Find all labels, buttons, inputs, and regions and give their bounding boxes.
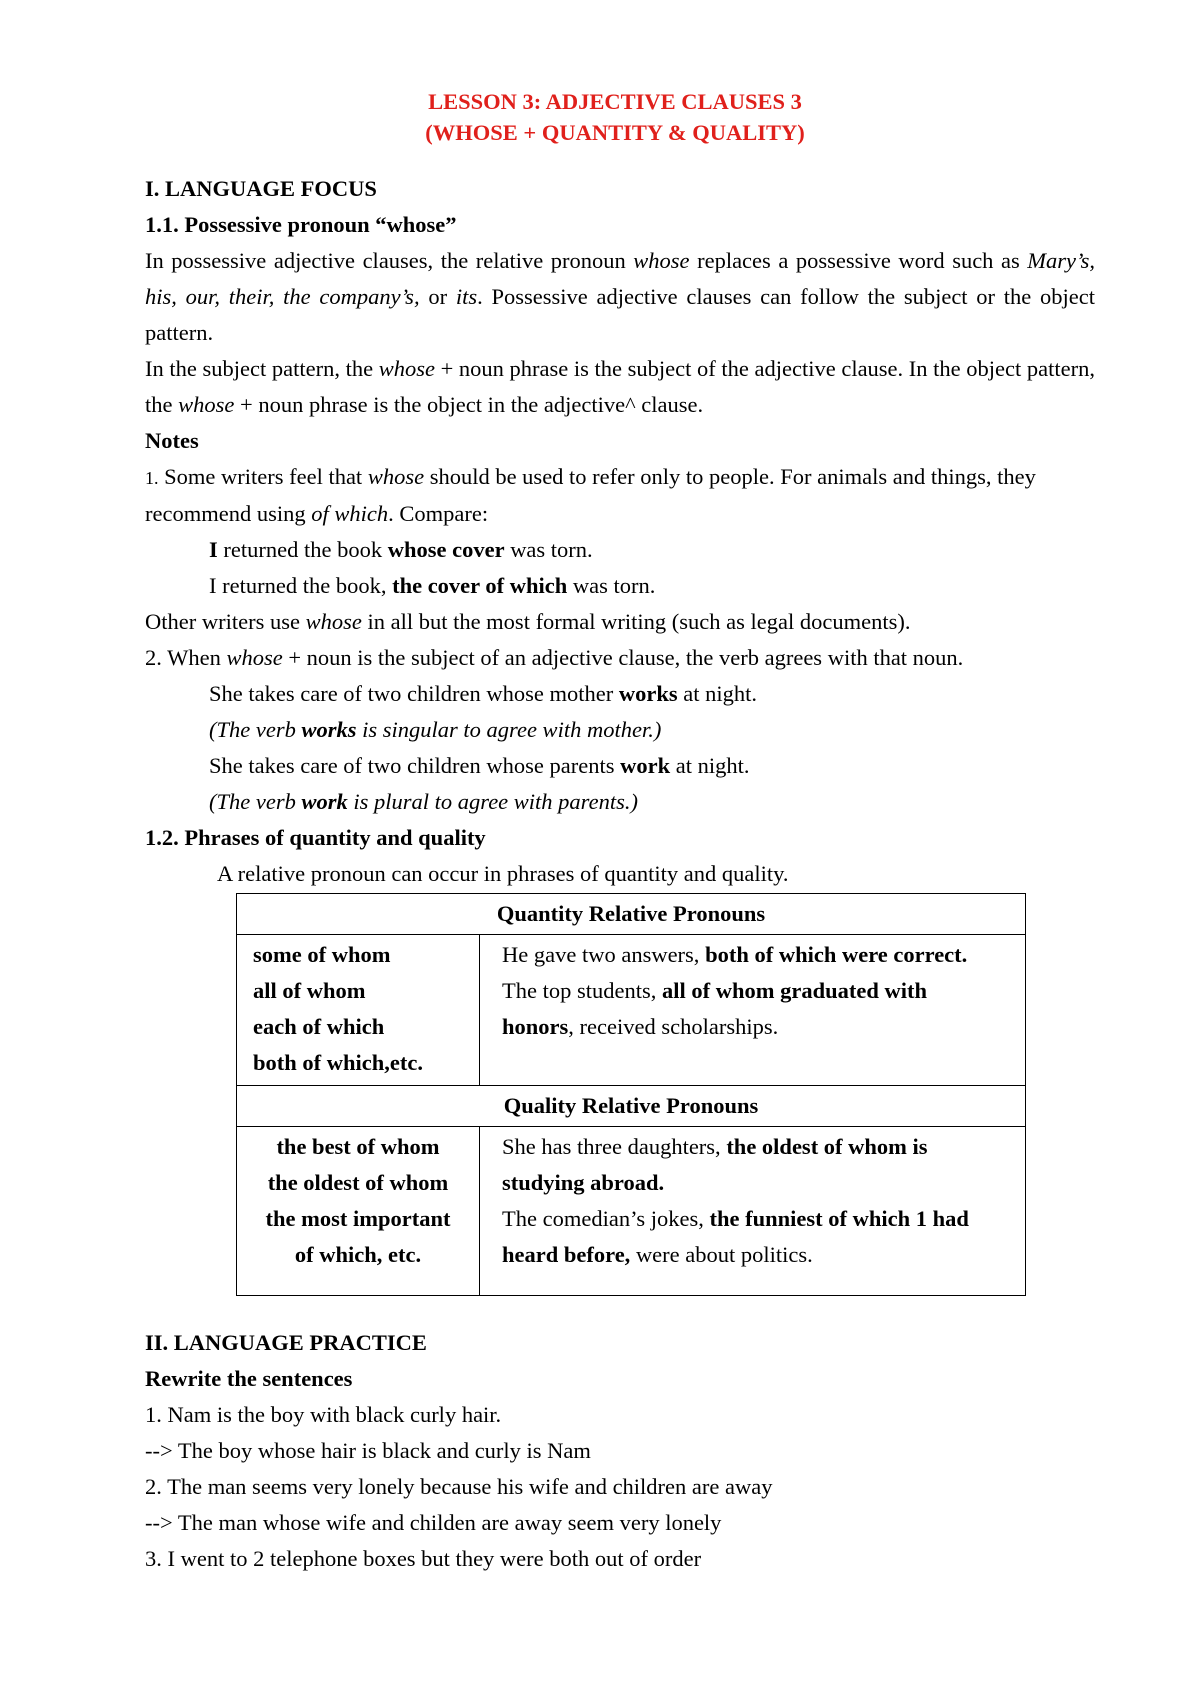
document-body xyxy=(145,86,1095,1577)
text-run: was torn. xyxy=(504,537,593,562)
bold-run: work xyxy=(620,753,671,778)
bold-run: works xyxy=(618,681,678,706)
text-run: In the subject pattern, the xyxy=(145,356,379,381)
text-run: was torn. xyxy=(567,573,656,598)
text-run: returned the book xyxy=(217,537,388,562)
quality-pronoun-list xyxy=(237,1127,480,1296)
quantity-example-2 xyxy=(502,973,997,1045)
bold-run: the funniest of which 1 had heard before, xyxy=(502,1206,969,1267)
section-heading-language-practice: II. LANGUAGE PRACTICE xyxy=(145,1330,427,1355)
text-run: Some writers feel that xyxy=(158,464,368,489)
text-run: The comedian’s jokes, xyxy=(502,1206,710,1231)
quality-example-2 xyxy=(502,1201,997,1273)
note-2 xyxy=(145,640,1095,676)
text-run: is plural to agree with parents.) xyxy=(347,789,638,814)
practice-line: 2. The man seems very lonely because his wife and children are away xyxy=(145,1474,773,1499)
text-run: . Possessive adjective clauses can follow the subject or the object pattern. xyxy=(145,284,1096,345)
title-line-2: (WHOSE + QUANTITY & QUALITY) xyxy=(425,120,805,145)
paragraph-subject-object-pattern xyxy=(145,351,1095,423)
example-whose-cover xyxy=(145,532,1095,568)
quality-examples xyxy=(480,1127,1026,1296)
text-run: were about politics. xyxy=(630,1242,813,1267)
quality-table-header: Quality Relative Pronouns xyxy=(237,1086,1026,1127)
italic-term: its xyxy=(455,284,478,309)
subsection-heading-whose: 1.1. Possessive pronoun “whose” xyxy=(145,212,457,237)
text-run: 2. When xyxy=(145,645,227,670)
practice-line: 1. Nam is the boy with black curly hair. xyxy=(145,1402,502,1427)
bold-run: both of which were correct. xyxy=(705,942,968,967)
bold-run: the cover of which xyxy=(392,573,568,598)
other-writers-note xyxy=(145,604,1095,640)
text-run: I returned the book, xyxy=(209,573,393,598)
practice-line: 3. I went to 2 telephone boxes but they were both out of order xyxy=(145,1546,702,1571)
example-parents-work xyxy=(145,748,1095,784)
relative-pronouns-table xyxy=(236,893,1026,1296)
text-run: or xyxy=(419,284,456,309)
example-note-plural xyxy=(145,784,1095,820)
pronoun-item: the best of whom xyxy=(276,1134,440,1159)
text-run: She takes care of two children whose parents xyxy=(209,753,621,778)
text-run: In possessive adjective clauses, the relative pronoun xyxy=(145,248,634,273)
example-note-singular xyxy=(145,712,1095,748)
italic-term: of which xyxy=(311,501,389,526)
bold-run: work xyxy=(301,789,348,814)
notes-heading: Notes xyxy=(145,428,199,453)
pronoun-item: all of whom xyxy=(253,978,366,1003)
example-cover-of-which xyxy=(145,568,1095,604)
pronoun-item: both of which,etc. xyxy=(253,1050,423,1075)
text-run: (The verb xyxy=(209,717,302,742)
italic-term: whose xyxy=(633,248,690,273)
language-practice-section xyxy=(145,1325,1095,1577)
text-run: is singular to agree with mother.) xyxy=(356,717,662,742)
text-run: She takes care of two children whose mother xyxy=(209,681,619,706)
pronoun-item: the most important xyxy=(265,1206,451,1231)
text-run: The top students, xyxy=(502,978,662,1003)
quantity-quality-intro: A relative pronoun can occur in phrases of quantity and quality. xyxy=(217,861,789,886)
text-run: should be used to refer only to people. For animals and things, they recommend using xyxy=(145,464,1036,526)
text-run: + noun phrase is the subject of the adjective clause. In the object pattern, the xyxy=(145,356,1095,417)
text-run: She has three daughters, xyxy=(502,1134,727,1159)
text-run: at night. xyxy=(677,681,758,706)
text-run: in all but the most formal writing (such as legal documents). xyxy=(361,609,911,634)
practice-line: --> The man whose wife and childen are away seem very lonely xyxy=(145,1510,722,1535)
text-run: + noun is the subject of an adjective clause, the verb agrees with that noun. xyxy=(282,645,964,670)
text-run: . Compare: xyxy=(388,501,489,526)
title-line-1: LESSON 3: ADJECTIVE CLAUSES 3 xyxy=(428,89,802,114)
italic-examples: Mary’s, his, our, their, the company’s, xyxy=(145,248,1095,309)
text-run: at night. xyxy=(670,753,750,778)
text-run: (The verb xyxy=(209,789,302,814)
italic-term: whose xyxy=(367,464,425,489)
italic-term: whose xyxy=(378,356,435,381)
note-1 xyxy=(145,459,1095,532)
example-mother-works xyxy=(145,676,1095,712)
bold-run: all of whom graduated with honors xyxy=(502,978,927,1039)
practice-line: --> The boy whose hair is black and curly is Nam xyxy=(145,1438,591,1463)
text-run: + noun phrase is the object in the adjective^ clause. xyxy=(234,392,704,417)
text-run: replaces a possessive word such as xyxy=(689,248,1028,273)
pronoun-item: of which, etc. xyxy=(294,1242,422,1267)
bold-run: works xyxy=(301,717,357,742)
quantity-examples xyxy=(480,935,1026,1086)
text-run: He gave two answers, xyxy=(502,942,706,967)
pronoun-item: each of which xyxy=(253,1014,385,1039)
quantity-pronoun-list xyxy=(237,935,480,1086)
section-heading-language-focus: I. LANGUAGE FOCUS xyxy=(145,176,377,201)
paragraph-possessive-clauses xyxy=(145,243,1095,351)
italic-term: whose xyxy=(178,392,235,417)
subsection-heading-quantity-quality: 1.2. Phrases of quantity and quality xyxy=(145,825,486,850)
italic-term: whose xyxy=(305,609,362,634)
quantity-table-header: Quantity Relative Pronouns xyxy=(237,894,1026,935)
quality-example-1 xyxy=(502,1129,997,1201)
note-number: 1. xyxy=(145,468,159,488)
text-run: , received scholarships. xyxy=(568,1014,779,1039)
practice-instruction: Rewrite the sentences xyxy=(145,1366,353,1391)
lesson-title xyxy=(145,86,1095,148)
quantity-example-1 xyxy=(502,937,997,973)
bold-run: I xyxy=(209,537,218,562)
bold-run: whose cover xyxy=(387,537,505,562)
pronoun-item: the oldest of whom xyxy=(267,1170,449,1195)
pronoun-item: some of whom xyxy=(253,942,391,967)
bold-run: the oldest of whom is studying abroad. xyxy=(502,1134,928,1195)
text-run: Other writers use xyxy=(145,609,306,634)
italic-term: whose xyxy=(226,645,283,670)
